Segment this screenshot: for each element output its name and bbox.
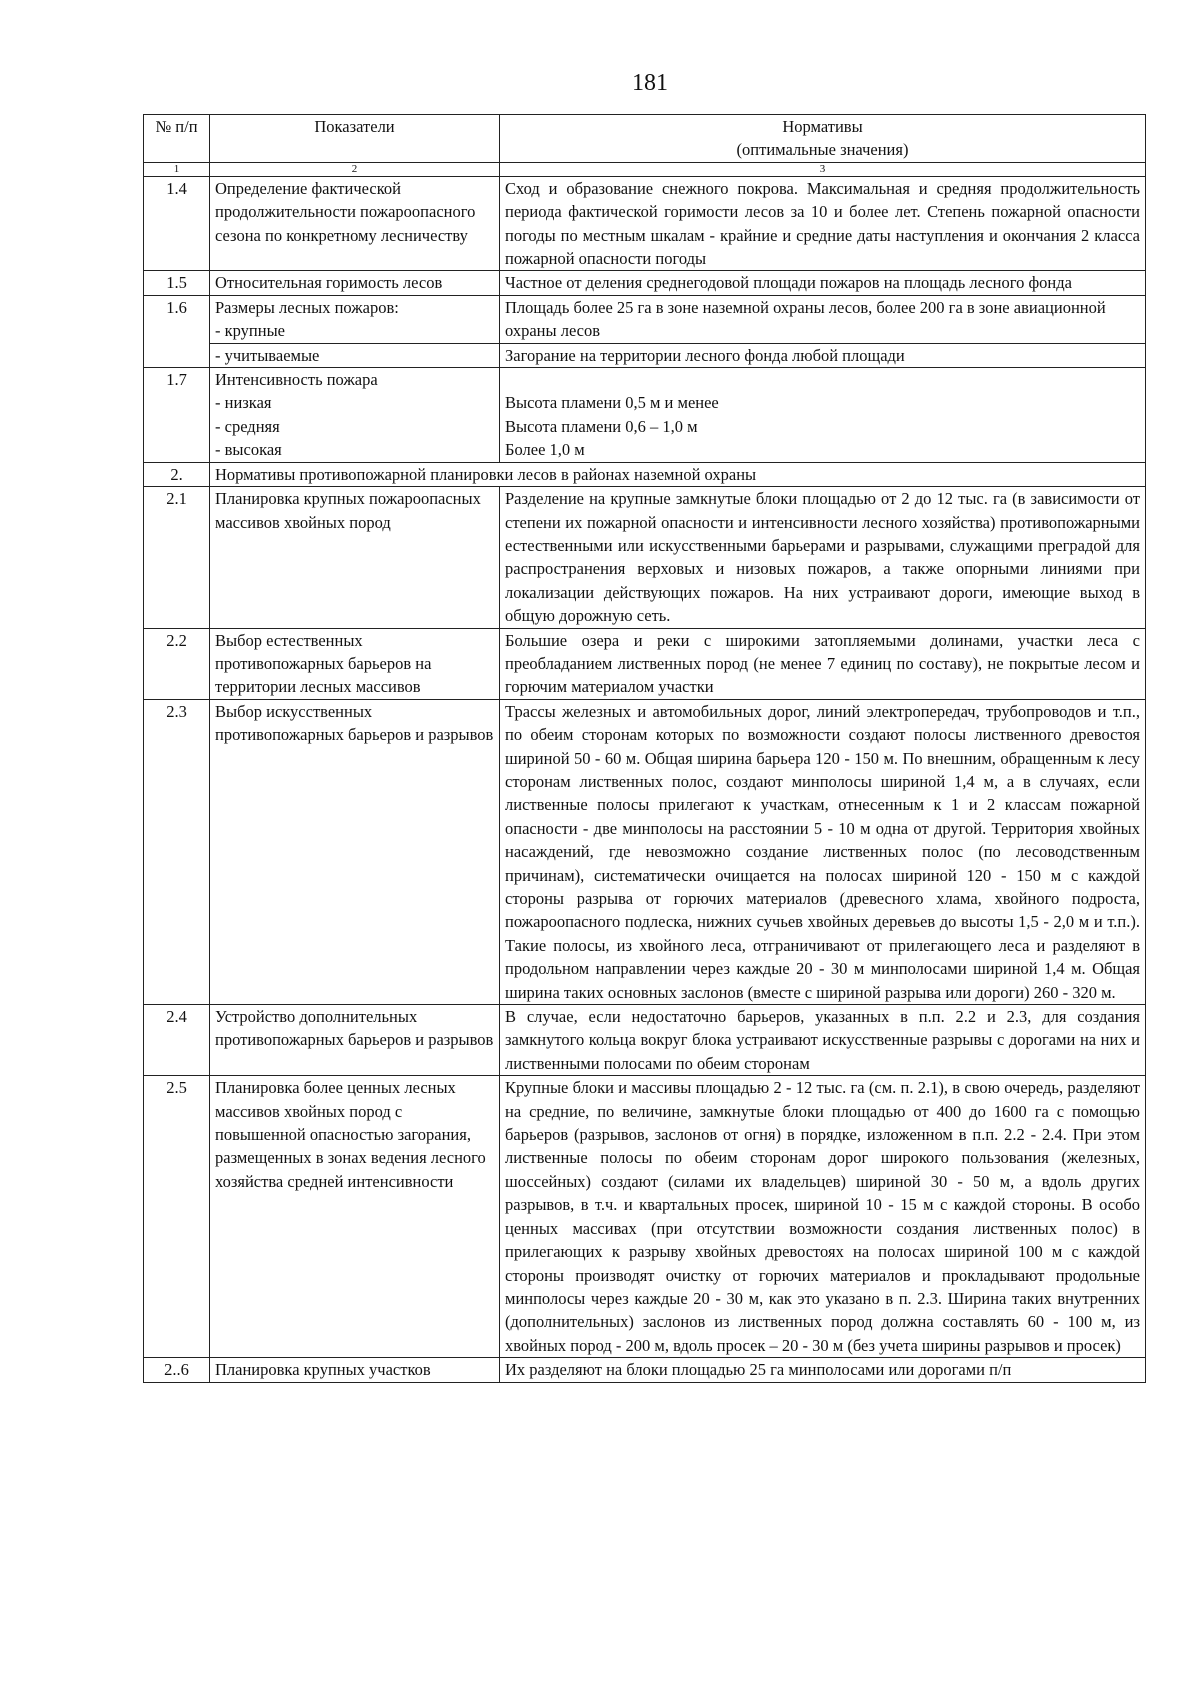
row-indicator: Планировка крупных участков xyxy=(210,1358,500,1382)
row-number: 2..6 xyxy=(144,1358,210,1382)
row-norm: Разделение на крупные замкнутые блоки площадью от 2 до 12 тыс. га (в зависимости от степени их пожарной опасности и интенсивности лесного хозяйства) противопожарными естественными или искусственными барьерами и разрывами, служащими преградой для распространения верховых и низовых пожаров, а также опорными линиями при локализации действующих пожаров. На них устраивают дороги, имеющие выход в общую дорожную сеть. xyxy=(500,487,1146,628)
row-norm: Их разделяют на блоки площадью 25 га минполосами или дорогами п/п xyxy=(500,1358,1146,1382)
intensity-medium-label: - средняя xyxy=(215,416,280,436)
header-num: № п/п xyxy=(144,115,210,163)
row-indicator xyxy=(210,295,500,343)
header-norms-subtitle: (оптимальные значения) xyxy=(736,140,909,160)
row-number: 2.2 xyxy=(144,628,210,699)
table-row xyxy=(144,1076,1146,1358)
section-title: Нормативы противопожарной планировки лесов в районах наземной охраны xyxy=(210,462,1146,486)
row-indicator: Выбор искусственных противопожарных барьеров и разрывов xyxy=(210,699,500,1004)
intensity-low-label: - низкая xyxy=(215,393,272,413)
row-indicator: - учитываемые xyxy=(210,343,500,367)
row-indicator: Определение фактической продолжительности пожароопасного сезона по конкретному лесничеству xyxy=(210,176,500,271)
row-number: 1.5 xyxy=(144,271,210,295)
indicator-title: Интенсивность пожара xyxy=(215,370,378,390)
row-number: 1.6 xyxy=(144,295,210,367)
row-norm: Площадь более 25 га в зоне наземной охраны лесов, более 200 га в зоне авиационной охраны лесов xyxy=(500,295,1146,343)
table-row xyxy=(144,699,1146,1004)
row-norm: Крупные блоки и массивы площадью 2 - 12 тыс. га (см. п. 2.1), в свою очередь, разделяют на средние, по величине, замкнутые блоки площадью от 400 до 1600 га с помощью барьеров (разрывов, заслонов от огня) в порядке, изложенном в п.п. 2.2 - 2.4. При этом лиственные полосы по обеим сторонам дорог широкого пользования (железных, шоссейных) создают (силами их владельцев) шириной 30 - 50 м, а вдоль других разрывов, в т.ч. и квартальных просек, шириной 10 - 15 м с каждой стороны. В особо ценных массивах (при отсутствии возможности создания лиственных полос) в прилегающих к разрыву хвойных древостоях на полосах шириной 100 м с каждой стороны производят очистку от горючих материалов и прокладывают продольные минполосы через каждые 20 - 30 м, как это указано в п. 2.3. Ширина таких внутренних (дополнительных) заслонов из лиственных пород должна составлять 60 - 100 м, из хвойных пород - 200 м, вдоль просек – 20 - 30 м (без учета ширины разрывов и просек) xyxy=(500,1076,1146,1358)
section-number: 2. xyxy=(144,462,210,486)
row-number: 2.4 xyxy=(144,1005,210,1076)
row-norm: Загорание на территории лесного фонда любой площади xyxy=(500,343,1146,367)
norms-table xyxy=(143,114,1146,1383)
row-norm: В случае, если недостаточно барьеров, указанных в п.п. 2.2 и 2.3, для создания замкнутого кольца вокруг блока устраивают искусственные разрывы с дорогами на них и лиственными полосами по обеим сторонам xyxy=(500,1005,1146,1076)
row-norm: Частное от деления среднегодовой площади пожаров на площадь лесного фонда xyxy=(500,271,1146,295)
column-index-2: 2 xyxy=(210,162,500,176)
intensity-high-norm: Более 1,0 м xyxy=(505,440,585,460)
indicator-title: Размеры лесных пожаров: xyxy=(215,297,399,317)
spacer xyxy=(505,368,1140,391)
column-index-3: 3 xyxy=(500,162,1146,176)
row-number: 1.4 xyxy=(144,176,210,271)
row-number: 2.3 xyxy=(144,699,210,1004)
row-number: 2.5 xyxy=(144,1076,210,1358)
row-indicator: Планировка крупных пожароопасных массивов хвойных пород xyxy=(210,487,500,628)
table-header-row xyxy=(144,115,1146,163)
column-index-row xyxy=(144,162,1146,176)
row-number: 2.1 xyxy=(144,487,210,628)
table-row xyxy=(144,487,1146,628)
intensity-low-norm: Высота пламени 0,5 м и менее xyxy=(505,393,719,413)
indicator-sub: - крупные xyxy=(215,321,285,341)
intensity-high-label: - высокая xyxy=(215,440,282,460)
row-indicator: Планировка более ценных лесных массивов хвойных пород с повышенной опасностью загорания, размещенных в зонах ведения лесного хозяйства средней интенсивности xyxy=(210,1076,500,1358)
section-row xyxy=(144,462,1146,486)
table-row xyxy=(144,271,1146,295)
table-row xyxy=(144,368,1146,463)
row-indicator: Устройство дополнительных противопожарных барьеров и разрывов xyxy=(210,1005,500,1076)
table-row xyxy=(144,1005,1146,1076)
row-indicator: Выбор естественных противопожарных барьеров на территории лесных массивов xyxy=(210,628,500,699)
row-number: 1.7 xyxy=(144,368,210,463)
row-norm: Трассы железных и автомобильных дорог, линий электропередач, трубопроводов и т.п., по обеим сторонам которых по возможности создают полосы лиственного древостоя шириной 50 - 60 м. Общая ширина барьера 120 - 150 м. По внешним, обращенным к лесу сторонам лиственных полос, создают минполосы шириной 1,4 м, а в случаях, если лиственные полосы прилегают к участкам, отнесенным к 1 и 2 классам пожарной опасности - две минполосы на расстоянии 5 - 10 м одна от другой. Территория хвойных насаждений, где невозможно создание лиственных полос (по лесоводственным причинам), систематически очищается на полосах шириной 120 - 150 м с каждой стороны разрыва от горючих материалов (древесного хлама, хвойного подроста, пожароопасного подлеска, нижних сучьев хвойных деревьев до высоты 1,5 - 2,0 м и т.п.). Такие полосы, из хвойного леса, отграничивают от прилегающего леса и разделяют в продольном направлении через каждые 20 - 30 м минполосами шириной 1,4 м. Общая ширина таких основных заслонов (вместе с шириной разрыва или дороги) 260 - 320 м. xyxy=(500,699,1146,1004)
header-norms-title: Нормативы xyxy=(782,117,863,136)
table-row xyxy=(144,1358,1146,1382)
page-number: 181 xyxy=(632,70,668,96)
header-indicator: Показатели xyxy=(210,115,500,163)
header-norms xyxy=(500,115,1146,163)
table-row xyxy=(144,343,1146,367)
table-row xyxy=(144,628,1146,699)
intensity-medium-norm: Высота пламени 0,6 – 1,0 м xyxy=(505,416,698,436)
row-indicator: Относительная горимость лесов xyxy=(210,271,500,295)
table-row xyxy=(144,295,1146,343)
row-indicator xyxy=(210,368,500,463)
table-row xyxy=(144,176,1146,271)
row-norm: Сход и образование снежного покрова. Максимальная и средняя продолжительность периода фактической горимости лесов за 10 и более лет. Степень пожарной опасности погоды по местным шкалам - крайние и средние даты наступления и окончания 2 класса пожарной опасности погоды xyxy=(500,176,1146,271)
row-norm xyxy=(500,368,1146,463)
row-norm: Большие озера и реки с широкими затопляемыми долинами, участки леса с преобладанием лиственных пород (не менее 7 единиц по составу), не покрытые лесом и горючим материалом участки xyxy=(500,628,1146,699)
column-index-1: 1 xyxy=(144,162,210,176)
